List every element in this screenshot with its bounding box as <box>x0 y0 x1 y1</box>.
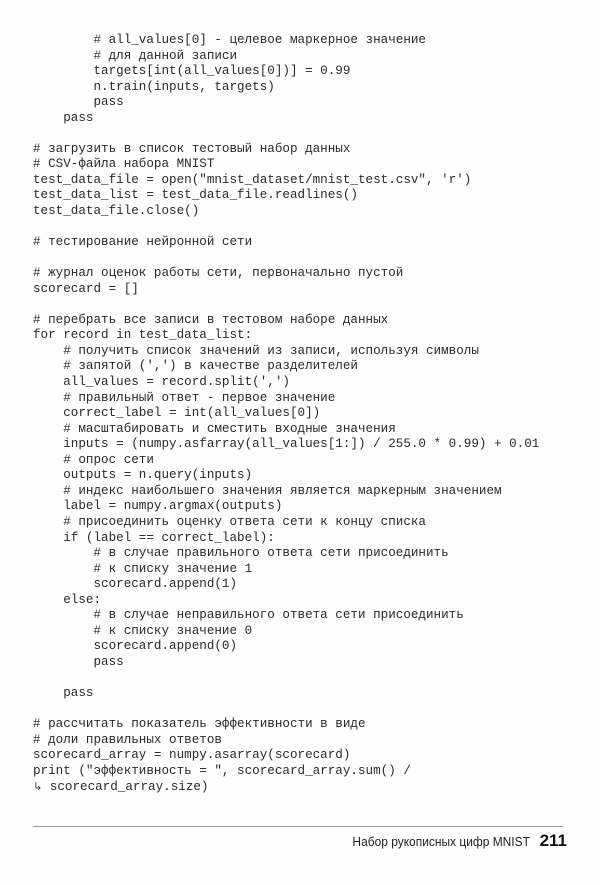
code-line-text: # загрузить в список тестовый набор данных <box>33 141 351 156</box>
code-line <box>33 359 583 375</box>
code-line-text: all_values = record.split(',') <box>33 375 290 390</box>
code-line <box>33 328 583 344</box>
code-line-text: pass <box>33 654 124 669</box>
code-line <box>33 33 583 49</box>
code-line <box>33 624 583 640</box>
code-line-text: # индекс наибольшего значения является маркерным значением <box>33 483 502 498</box>
code-line-text: # присоединить оценку ответа сети к концу списка <box>33 514 426 529</box>
code-line <box>33 437 583 453</box>
code-line <box>33 266 583 282</box>
code-line <box>33 717 583 733</box>
code-line <box>33 173 583 189</box>
code-line <box>33 748 583 764</box>
code-line <box>33 344 583 360</box>
code-line <box>33 375 583 391</box>
code-line-text: # журнал оценок работы сети, первоначально пустой <box>33 266 404 281</box>
code-line <box>33 95 583 111</box>
code-line-text: scorecard.append(0) <box>33 639 238 654</box>
code-line-text: # получить список значений из записи, используя символы <box>33 343 479 358</box>
code-line-text: if (label == correct_label): <box>33 530 275 545</box>
code-line-text: # рассчитать показатель эффективности в виде <box>33 717 366 732</box>
code-line <box>33 235 583 251</box>
code-line <box>33 453 583 469</box>
code-line-text: # доли правильных ответов <box>33 732 222 747</box>
code-line-text: else: <box>33 592 102 607</box>
code-line-text: test_data_list = test_data_file.readlines() <box>33 188 358 203</box>
code-line <box>33 562 583 578</box>
code-line-text: # к списку значение 0 <box>33 623 253 638</box>
code-line <box>33 391 583 407</box>
code-line <box>33 297 583 313</box>
code-line <box>33 204 583 220</box>
code-line-text: # запятой (',') в качестве разделителей <box>33 359 358 374</box>
code-line-text: inputs = (numpy.asfarray(all_values[1:]) / 255.0 * 0.99) + 0.01 <box>33 437 540 452</box>
code-line-text: pass <box>33 685 94 700</box>
code-line <box>33 639 583 655</box>
code-line <box>33 282 583 298</box>
code-line <box>33 546 583 562</box>
code-line <box>33 80 583 96</box>
code-line <box>33 499 583 515</box>
code-line-text: # в случае неправильного ответа сети присоединить <box>33 608 464 623</box>
code-line-text: scorecard_array = numpy.asarray(scorecard) <box>33 748 351 763</box>
code-line <box>33 251 583 267</box>
code-line-text: # тестирование нейронной сети <box>33 235 253 250</box>
line-continuation-icon: ↳ <box>33 780 43 794</box>
code-line <box>33 670 583 686</box>
code-line <box>33 733 583 749</box>
code-line <box>33 764 583 780</box>
code-line <box>33 593 583 609</box>
code-line <box>33 111 583 127</box>
code-line-text: # all_values[0] - целевое маркерное значение <box>33 33 426 47</box>
code-listing <box>33 33 583 795</box>
code-line-text: test_data_file.close() <box>33 204 200 219</box>
code-line <box>33 686 583 702</box>
code-line-text: # правильный ответ - первое значение <box>33 390 336 405</box>
code-line <box>33 406 583 422</box>
code-line <box>33 484 583 500</box>
code-line <box>33 531 583 547</box>
code-line-text: # для данной записи <box>33 48 238 63</box>
code-line <box>33 655 583 671</box>
code-line <box>33 126 583 142</box>
code-line <box>33 49 583 65</box>
code-line-text: pass <box>33 110 94 125</box>
code-line <box>33 64 583 80</box>
code-line <box>33 779 583 795</box>
code-line-text: correct_label = int(all_values[0]) <box>33 406 321 421</box>
code-line-text: scorecard = [] <box>33 281 139 296</box>
code-line <box>33 468 583 484</box>
code-line-text: # опрос сети <box>33 452 154 467</box>
code-line-text: scorecard.append(1) <box>33 577 238 592</box>
code-line-text: print ("эффективность = ", scorecard_array.sum() / <box>33 763 411 778</box>
code-line-text: n.train(inputs, targets) <box>33 79 275 94</box>
code-line-text: scorecard_array.size) <box>49 780 209 795</box>
footer-divider <box>33 826 563 827</box>
code-line-text: pass <box>33 95 124 110</box>
code-line <box>33 515 583 531</box>
code-line <box>33 577 583 593</box>
code-line <box>33 608 583 624</box>
code-line-text: outputs = n.query(inputs) <box>33 468 253 483</box>
code-line-text: # перебрать все записи в тестовом наборе данных <box>33 312 389 327</box>
page-number: 211 <box>539 831 567 850</box>
code-line-text: for record in test_data_list: <box>33 328 253 343</box>
code-line <box>33 157 583 173</box>
code-line-text: # CSV-файла набора MNIST <box>33 157 215 172</box>
code-line <box>33 220 583 236</box>
running-footer-title: Набор рукописных цифр MNIST <box>352 834 530 849</box>
code-line-text: test_data_file = open("mnist_dataset/mnist_test.csv", 'r') <box>33 172 472 187</box>
code-line <box>33 188 583 204</box>
code-line <box>33 422 583 438</box>
code-line <box>33 702 583 718</box>
code-line-text: targets[int(all_values[0])] = 0.99 <box>33 64 351 79</box>
code-line <box>33 313 583 329</box>
code-line-text: # масштабировать и сместить входные значения <box>33 421 396 436</box>
code-line-text: # к списку значение 1 <box>33 561 253 576</box>
code-line-text: # в случае правильного ответа сети присоединить <box>33 546 449 561</box>
code-line <box>33 142 583 158</box>
code-line-text: label = numpy.argmax(outputs) <box>33 499 283 514</box>
